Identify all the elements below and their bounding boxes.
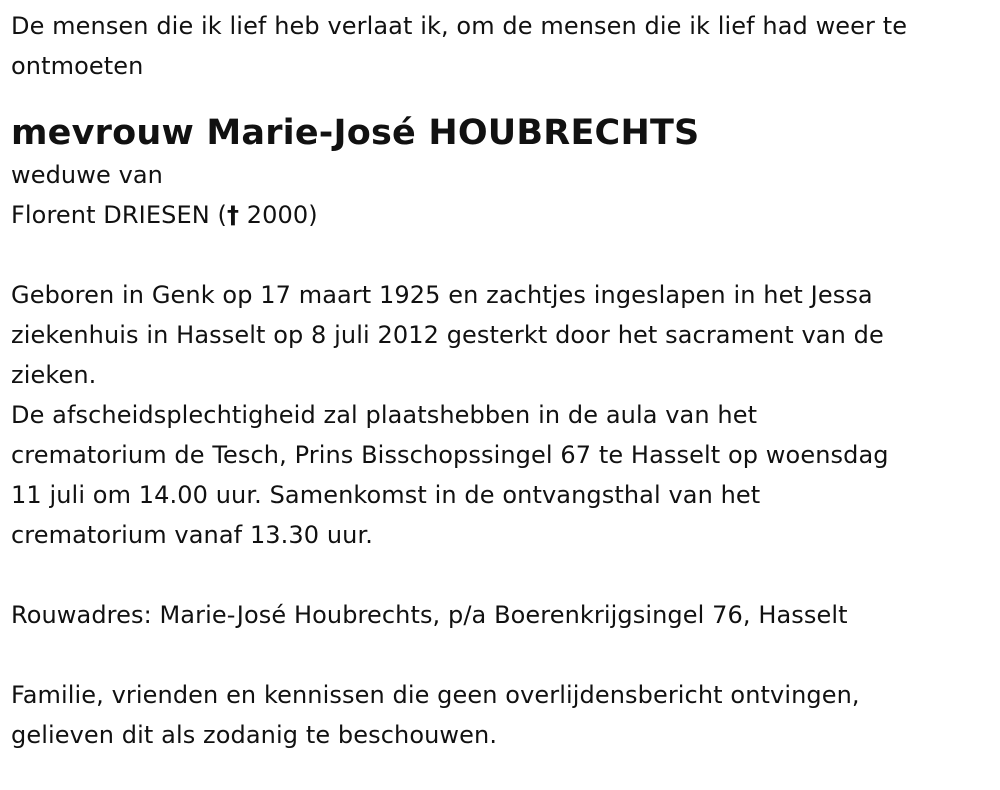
- ceremony-line-3: 11 juli om 14.00 uur. Samenkomst in de ontvangsthal van het: [11, 481, 761, 509]
- spouse-line: [11, 195, 990, 235]
- spouse-death-year: 2000): [239, 201, 318, 229]
- birth-death-line-1: Geboren in Genk op 17 maart 1925 en zachtjes ingeslapen in het Jessa: [11, 281, 873, 309]
- ceremony-line-4: crematorium vanaf 13.30 uur.: [11, 521, 373, 549]
- deceased-name: mevrouw Marie-José HOUBRECHTS: [11, 113, 700, 153]
- birth-death-paragraph: [11, 275, 990, 395]
- closing-paragraph: [11, 675, 990, 755]
- motto-line-1: De mensen die ik lief heb verlaat ik, om de mensen die ik lief had weer te: [11, 12, 908, 40]
- closing-line-2: gelieven dit als zodanig te beschouwen.: [11, 721, 498, 749]
- cross-icon: †: [226, 201, 240, 229]
- address-paragraph: [11, 595, 990, 635]
- spacer: [11, 555, 990, 595]
- birth-death-line-2: ziekenhuis in Hasselt op 8 juli 2012 gesterkt door het sacrament van de: [11, 321, 884, 349]
- relation-label: weduwe van: [11, 161, 163, 189]
- closing-line-1: Familie, vrienden en kennissen die geen overlijdensbericht ontvingen,: [11, 681, 860, 709]
- spouse-name: Florent DRIESEN (: [11, 201, 227, 229]
- spacer: [11, 635, 990, 675]
- ceremony-line-2: crematorium de Tesch, Prins Bisschopssingel 67 te Hasselt op woensdag: [11, 441, 889, 469]
- ceremony-line-1: De afscheidsplechtigheid zal plaatshebben in de aula van het: [11, 401, 758, 429]
- relation: [11, 155, 990, 235]
- spacer: [11, 235, 990, 275]
- mourning-address: Rouwadres: Marie-José Houbrechts, p/a Boerenkrijgsingel 76, Hasselt: [11, 601, 848, 629]
- motto-line-2: ontmoeten: [11, 52, 144, 80]
- motto: [11, 6, 990, 86]
- ceremony-paragraph: [11, 395, 990, 555]
- birth-death-line-3: zieken.: [11, 361, 97, 389]
